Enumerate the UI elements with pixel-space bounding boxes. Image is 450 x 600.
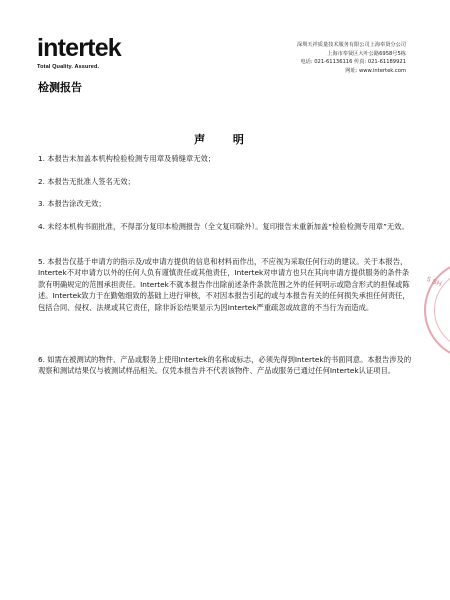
company-seal-stamp: [424, 260, 450, 360]
clause-1: 1. 本报告未加盖本机构检验检测专用章及骑缝章无效；: [38, 154, 216, 163]
logo-wordmark: intertek: [37, 34, 121, 62]
clause-3: 3. 本报告涂改无效；: [38, 199, 106, 208]
clause-4: 4. 未经本机构书面批准，不得部分复印本检测报告（全文复印除外）。复印报告未重新加盖“检验检测专用章”无效。: [38, 222, 409, 231]
clause-5: 5. 本报告仅基于申请方的指示及/或申请方提供的信息和材料而作出，不应视为采取任何行动的建议。关于本报告，Intertek不对申请方以外的任何人负有谨慎责任或其他责任，Intertek对申请方也只在其向申请方提供服务的条件条款有明确规定的范围承担责任。Intertek不就本报告作出除前述条件条款范围之外的任何明示或隐含形式的担保或陈述。Intertek致力于在勤勉细致的基础上进行审核，不对因本报告引起的或与本报告有关的任何损失承担任何责任，包括合同、侵权、法规或其它责任，除非诉讼结果显示为因Intertek严重疏忽或故意的不当行为而造成。: [38, 257, 410, 312]
company-info: [297, 41, 406, 75]
clause-2: 2. 本报告无批准人签名无效；: [38, 177, 135, 186]
intertek-logo: [37, 36, 121, 70]
logo-tagline: Total Quality. Assured.: [37, 64, 100, 70]
company-website: 网址: www.intertek.com: [345, 67, 406, 74]
company-name: 深圳天祥质量技术服务有限公司上海奉贤分公司: [297, 42, 406, 48]
company-address: 上海市奉贤区大叶公路6958号5栋: [327, 50, 406, 57]
statement-heading: 声 明: [194, 133, 256, 146]
document-title: 检测报告: [38, 81, 82, 94]
company-contact: 电话: 021-61136116 传真: 021-61189921: [300, 59, 406, 66]
clause-6: 6. 如需在被测试的物件、产品或服务上使用Intertek的名称或标志，必须先得到Intertek的书面同意。本报告涉及的观察和测试结果仅与被测试样品相关。仅凭本报告并不代表该物件、产品或服务已通过任何Intertek认证项目。: [38, 355, 412, 376]
seal-text: 5 SH: [425, 276, 443, 289]
